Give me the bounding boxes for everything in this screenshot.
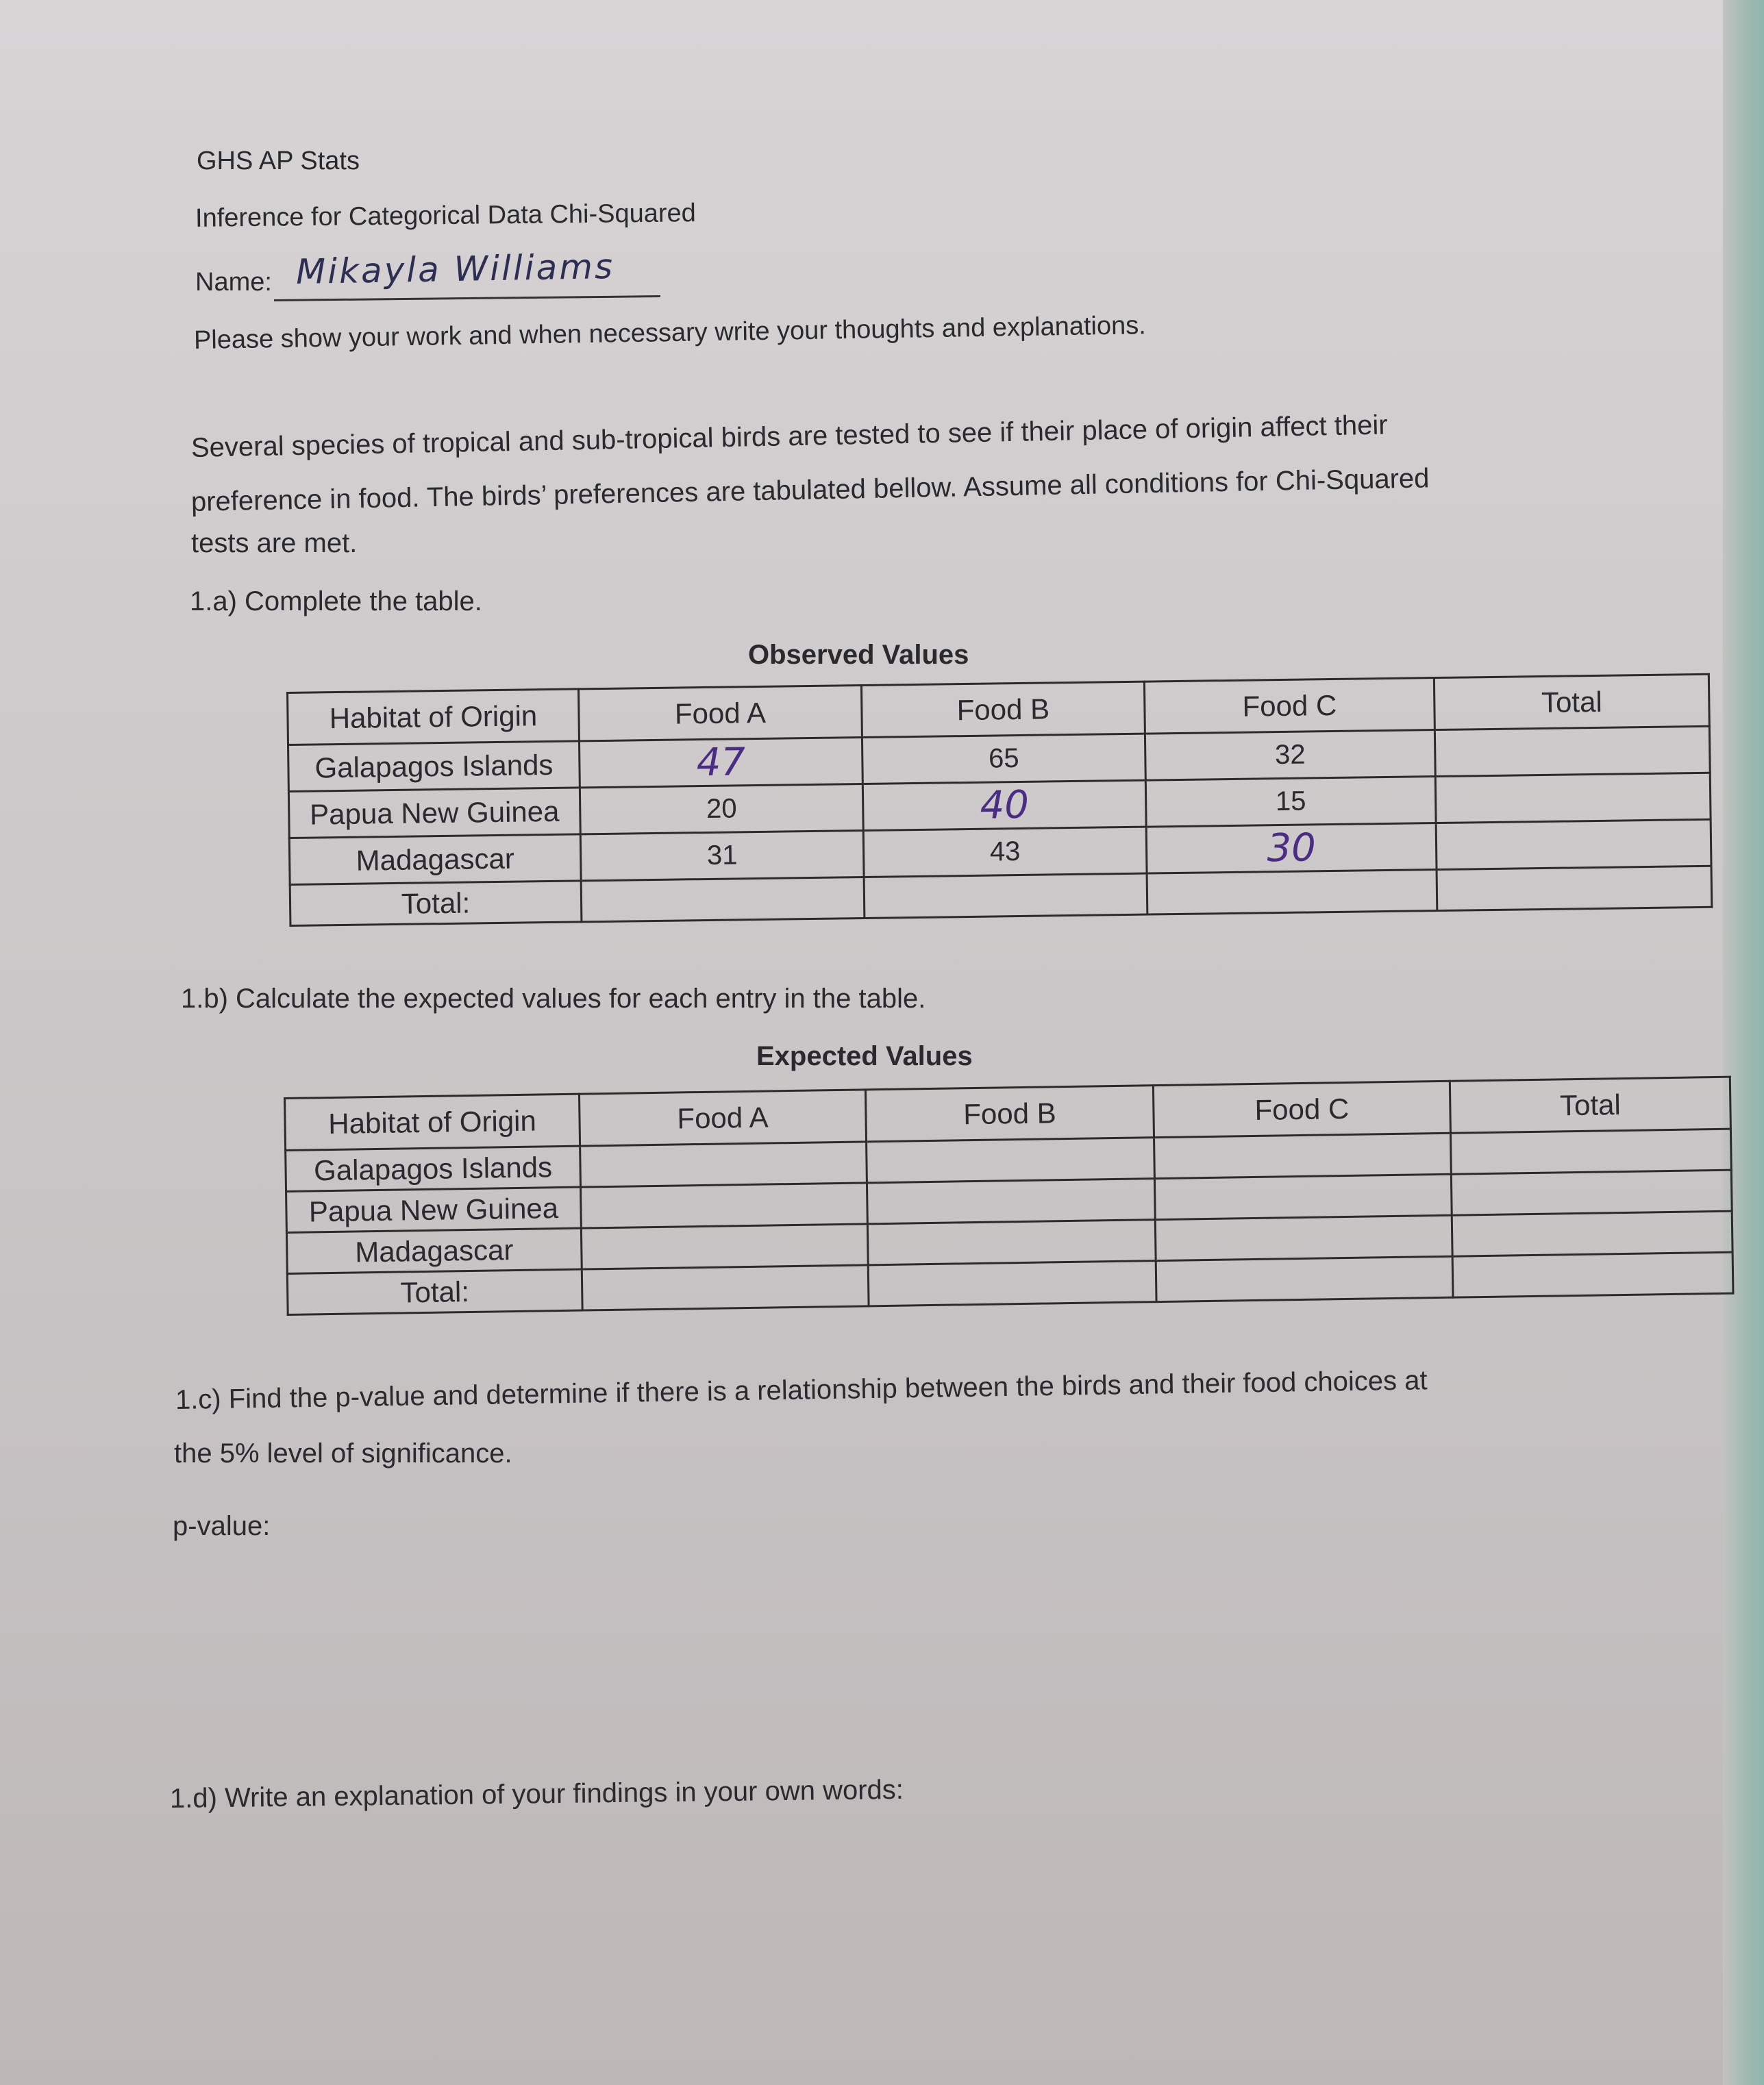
cell-total-food-b <box>868 1261 1156 1306</box>
question-1b: 1.b) Calculate the expected values for each entry in the table. <box>181 984 926 1014</box>
cell-food-a-handwritten: 47 <box>579 738 862 788</box>
cell-food-c <box>1155 1215 1452 1260</box>
row-label: Papua New Guinea <box>286 1187 582 1232</box>
observed-header-food-b: Food B <box>861 682 1145 737</box>
expected-header-food-a: Food A <box>579 1090 866 1146</box>
observed-header-food-a: Food A <box>578 686 862 741</box>
observed-header-habitat: Habitat of Origin <box>288 689 580 745</box>
question-1c-line-2: the 5% level of significance. <box>174 1438 512 1469</box>
row-label: Total: <box>287 1269 582 1314</box>
cell-total-food-c <box>1156 1256 1453 1301</box>
cell-food-c <box>1154 1133 1452 1178</box>
observed-header-total: Total <box>1434 674 1709 729</box>
observed-values-table <box>286 673 1713 927</box>
cell-food-a <box>581 1224 868 1269</box>
cell-food-b <box>867 1179 1155 1224</box>
cell-grand-total <box>1452 1252 1733 1297</box>
expected-header-habitat: Habitat of Origin <box>285 1094 580 1150</box>
row-label: Madagascar <box>289 834 581 885</box>
cell-food-a: 31 <box>580 830 864 880</box>
cell-grand-total <box>1437 866 1712 910</box>
unit-title: Inference for Categorical Data Chi-Squared <box>195 199 697 233</box>
row-label: Papua New Guinea <box>288 788 580 838</box>
student-name-handwritten: Mikayla Williams <box>295 246 615 292</box>
observed-table-title: Observed Values <box>748 640 969 670</box>
cell-total-food-a <box>582 1265 869 1310</box>
row-label: Madagascar <box>286 1228 582 1273</box>
cell-total <box>1451 1170 1732 1215</box>
row-label: Galapagos Islands <box>286 1146 581 1191</box>
cell-food-c: 32 <box>1145 730 1435 781</box>
cell-food-b <box>867 1138 1155 1183</box>
cell-food-b: 65 <box>862 734 1145 784</box>
expected-values-table <box>284 1076 1734 1316</box>
cell-total <box>1434 726 1710 776</box>
problem-line-1: Several species of tropical and sub-tropical birds are tested to see if their place of origin affect their <box>190 410 1388 463</box>
cell-food-b <box>867 1220 1156 1265</box>
question-1d: 1.d) Write an explanation of your findings in your own words: <box>169 1774 904 1814</box>
expected-header-food-c: Food C <box>1153 1081 1450 1137</box>
cell-total <box>1450 1129 1731 1174</box>
expected-table-title: Expected Values <box>756 1041 973 1071</box>
cell-food-a: 20 <box>580 784 863 834</box>
cell-total-food-c <box>1147 870 1437 915</box>
cell-food-a <box>580 1142 867 1187</box>
pvalue-label: p-value: <box>173 1511 271 1541</box>
cell-food-c <box>1154 1174 1452 1219</box>
name-label: Name: <box>195 268 272 297</box>
cell-total-food-b <box>864 873 1147 918</box>
instructions: Please show your work and when necessary write your thoughts and explanations. <box>193 311 1147 355</box>
cell-total <box>1452 1211 1732 1256</box>
problem-line-3: tests are met. <box>191 528 358 558</box>
cell-food-a <box>580 1183 867 1228</box>
cell-total-food-a <box>581 877 865 921</box>
row-label: Total: <box>290 881 582 926</box>
cell-food-b: 43 <box>863 827 1147 877</box>
row-label: Galapagos Islands <box>288 741 580 792</box>
question-1a: 1.a) Complete the table. <box>190 586 482 616</box>
observed-header-food-c: Food C <box>1144 678 1434 734</box>
background-edge <box>1723 0 1764 2085</box>
question-1c-line-1: 1.c) Find the p-value and determine if there is a relationship between the birds and their food choices at <box>175 1365 1428 1415</box>
problem-line-2: preference in food. The birds’ preferences are tabulated bellow. Assume all conditions for Chi-Squared <box>190 463 1430 517</box>
expected-header-food-b: Food B <box>865 1086 1154 1142</box>
name-underline <box>274 295 660 301</box>
cell-food-c: 15 <box>1145 777 1436 827</box>
cell-total <box>1435 773 1711 823</box>
cell-food-c-handwritten: 30 <box>1146 823 1437 874</box>
cell-food-b-handwritten: 40 <box>862 780 1146 830</box>
cell-total <box>1436 819 1711 869</box>
course-title: GHS AP Stats <box>197 147 360 175</box>
expected-header-total: Total <box>1450 1077 1730 1133</box>
